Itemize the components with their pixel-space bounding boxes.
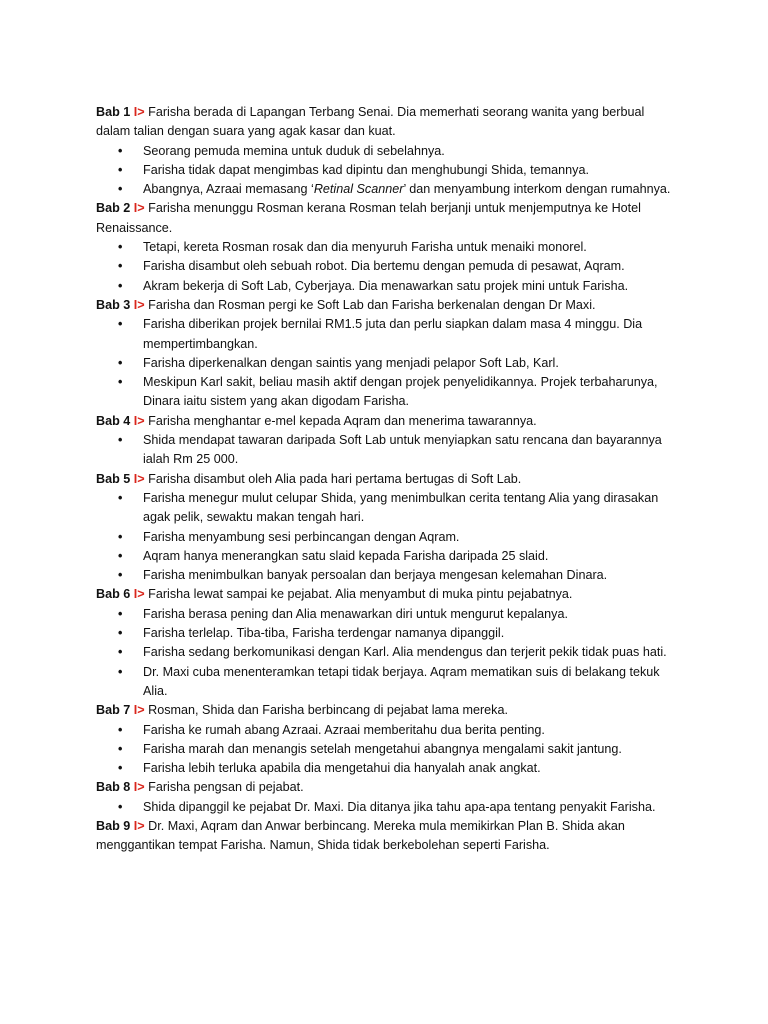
point-text: ’ dan menyambung interkom dengan rumahnya. [403,182,671,197]
point-text: Farisha terlelap. Tiba-tiba, Farisha terdengar namanya dipanggil. [143,626,505,641]
point-text: Retinal Scanner [313,182,404,197]
bullet-icon: • [118,182,123,197]
chapter-summary: Farisha dan Rosman pergi ke Soft Lab dan Farisha berkenalan dengan Dr Maxi. [148,297,596,312]
list-item [96,257,676,276]
list-item [96,721,676,740]
chapter-summary: Farisha berada di Lapangan Terbang Senai. Dia memerhati seorang wanita yang berbual dalam talian dengan suara yang agak kasar dan kuat. [96,105,645,139]
bullet-icon: • [118,741,123,756]
point-text: Farisha lebih terluka apabila dia mengetahui dia hanyalah anak angkat. [143,761,541,776]
chapter-heading [96,817,676,856]
point-text: Farisha tidak dapat mengimbas kad dipintu dan menghubungi Shida, temannya. [143,162,589,177]
point-text: Farisha menegur mulut celupar Shida, yang menimbulkan cerita tentang Alia yang dirasakan agak pelik, sewaktu makan tengah hari. [143,490,659,525]
list-item [96,180,676,199]
bullet-icon: • [118,355,123,370]
list-item [96,643,676,662]
bullet-icon: • [118,278,123,293]
chapter-label: Bab 5 [96,471,131,486]
list-item [96,277,676,296]
point-text: Farisha sedang berkomunikasi dengan Karl. Alia mendengus dan terjerit pekik tidak puas hati. [143,645,667,660]
list-item [96,528,676,547]
chapter-point-list [96,238,676,296]
chapter-label: Bab 8 [96,780,131,795]
point-text: Farisha menimbulkan banyak persoalan dan berjaya mengesan kelemahan Dinara. [143,568,608,583]
point-text: Akram bekerja di Soft Lab, Cyberjaya. Dia menawarkan satu projek mini untuk Farisha. [143,278,629,293]
arrow-marker-icon: I> [133,471,145,486]
arrow-marker-icon: I> [133,818,145,833]
arrow-marker-icon: I> [133,587,145,602]
chapter-summary: Farisha menghantar e-mel kepada Aqram dan menerima tawarannya. [148,413,537,428]
bullet-icon: • [118,317,123,332]
chapter-label: Bab 6 [96,587,131,602]
chapter-point-list [96,489,676,585]
document-page [96,103,676,856]
chapter-summary: Farisha menunggu Rosman kerana Rosman telah berjanji untuk menjemputnya ke Hotel Renaissance. [96,201,641,235]
list-item [96,431,676,470]
point-text: Meskipun Karl sakit, beliau masih aktif dengan projek penyelidikannya. Projek terbaharunya, Dinara iaitu sistem yang akan digodam Farisha. [143,375,658,409]
chapter-point-list [96,315,676,411]
point-text: Shida mendapat tawaran daripada Soft Lab untuk menyiapkan satu rencana dan bayarannya ialah Rm 25 000. [143,433,662,467]
bullet-icon: • [118,259,123,274]
chapter-heading [96,778,676,797]
chapter-point-list [96,431,676,470]
point-text: Tetapi, kereta Rosman rosak dan dia menyuruh Farisha untuk menaiki monorel. [143,240,587,255]
bullet-icon: • [118,606,123,621]
bullet-icon: • [118,240,123,255]
bullet-icon: • [118,143,123,158]
chapter-heading [96,103,676,142]
bullet-icon: • [118,645,123,660]
arrow-marker-icon: I> [133,413,145,428]
bullet-icon: • [118,548,123,563]
list-item [96,373,676,412]
point-text: Farisha marah dan menangis setelah mengetahui abangnya mengalami sakit jantung. [143,741,622,756]
chapter-summary: Dr. Maxi, Aqram dan Anwar berbincang. Mereka mula memikirkan Plan B. Shida akan menggantikan tempat Farisha. Namun, Shida tidak berkebolehan seperti Farisha. [96,818,625,853]
chapter-label: Bab 2 [96,201,131,216]
bullet-icon: • [118,664,123,679]
list-item [96,315,676,354]
list-item [96,489,676,528]
list-item [96,740,676,759]
chapter-heading [96,585,676,604]
point-text: Seorang pemuda memina untuk duduk di sebelahnya. [143,143,445,158]
bullet-icon: • [118,529,123,544]
list-item [96,547,676,566]
arrow-marker-icon: I> [133,297,145,312]
bullet-icon: • [118,490,123,505]
chapter-label: Bab 7 [96,703,131,718]
point-text: Dr. Maxi cuba menenteramkan tetapi tidak berjaya. Aqram mematikan suis di belakang tekuk Alia. [143,664,660,698]
bullet-icon: • [118,375,123,390]
chapter-summary: Rosman, Shida dan Farisha berbincang di pejabat lama mereka. [148,703,508,718]
list-item [96,663,676,702]
chapter-label: Bab 4 [96,413,131,428]
point-text: Shida dipanggil ke pejabat Dr. Maxi. Dia ditanya jika tahu apa-apa tentang penyakit Farisha. [143,799,656,814]
chapter-heading [96,199,676,238]
chapter-label: Bab 9 [96,818,131,833]
chapter-label: Bab 3 [96,297,131,312]
bullet-icon: • [118,626,123,641]
bullet-icon: • [118,799,123,814]
bullet-icon: • [118,433,123,448]
point-text: Farisha menyambung sesi perbincangan dengan Aqram. [143,529,460,544]
chapter-summary: Farisha pengsan di pejabat. [148,780,304,795]
chapter-summary: Farisha lewat sampai ke pejabat. Alia menyambut di muka pintu pejabatnya. [148,587,573,602]
arrow-marker-icon: I> [133,703,145,718]
bullet-icon: • [118,568,123,583]
point-text: Farisha disambut oleh sebuah robot. Dia bertemu dengan pemuda di pesawat, Aqram. [143,259,625,274]
list-item [96,354,676,373]
list-item [96,759,676,778]
list-item [96,624,676,643]
point-text: Farisha diperkenalkan dengan saintis yang menjadi pelapor Soft Lab, Karl. [143,355,559,370]
list-item [96,142,676,161]
chapter-heading [96,296,676,315]
list-item [96,566,676,585]
chapter-label: Bab 1 [96,105,131,119]
chapter-heading [96,701,676,720]
arrow-marker-icon: I> [133,780,145,795]
point-text: Farisha berasa pening dan Alia menawarkan diri untuk mengurut kepalanya. [143,606,568,621]
chapter-heading [96,412,676,431]
point-text: Aqram hanya menerangkan satu slaid kepada Farisha daripada 25 slaid. [143,548,549,563]
chapter-point-list [96,142,676,200]
point-text: Farisha ke rumah abang Azraai. Azraai memberitahu dua berita penting. [143,722,545,737]
chapter-point-list [96,721,676,779]
list-item [96,238,676,257]
bullet-icon: • [118,162,123,177]
bullet-icon: • [118,761,123,776]
arrow-marker-icon: I> [133,105,145,119]
point-text: Abangnya, Azraai memasang ‘ [143,182,314,197]
chapter-summary: Farisha disambut oleh Alia pada hari pertama bertugas di Soft Lab. [148,471,522,486]
chapter-heading [96,470,676,489]
chapter-point-list [96,605,676,701]
list-item [96,605,676,624]
bullet-icon: • [118,722,123,737]
arrow-marker-icon: I> [133,201,145,216]
point-text: Farisha diberikan projek bernilai RM1.5 juta dan perlu siapkan dalam masa 4 minggu. Dia mempertimbangkan. [143,317,643,351]
list-item [96,161,676,180]
chapter-point-list [96,798,676,817]
list-item [96,798,676,817]
